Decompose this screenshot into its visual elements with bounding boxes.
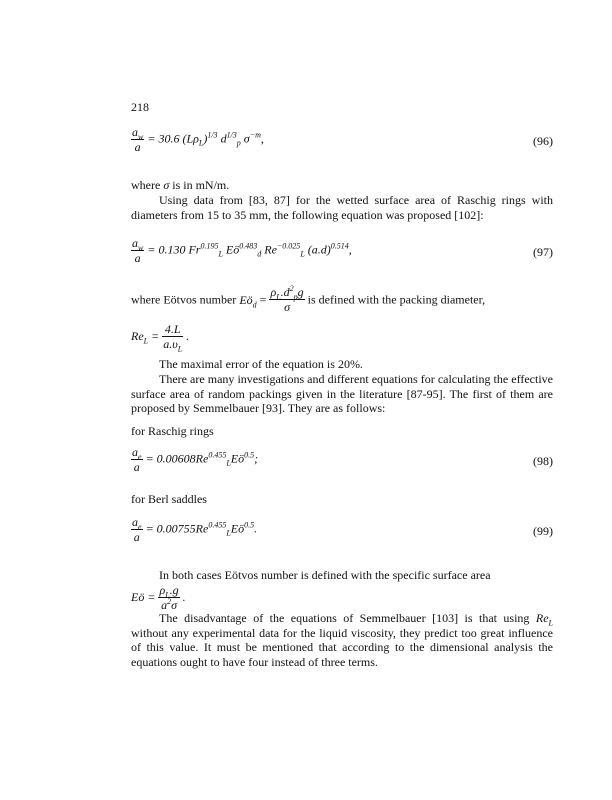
eotvos-definition-line: where Eötvos number $Eö_d$ = $\frac{\rho_L.d^2_pg}{\sigma}$ is defined with the packing diameter, xyxy=(131,284,486,314)
paragraph-investigations: There are many investigations and different equations for calculating the effective surface area of random packings given in the literature [87-95]. The first of them are proposed by Semmelbauer [93]. They are as follows: xyxy=(131,372,553,415)
page-number: 218 xyxy=(131,100,149,114)
equation-98: $\frac{a_e}{a}$ = $0.00608Re^{0.455}_LEö^{0.5}$; xyxy=(132,445,259,474)
reynolds-definition: $Re_L$ = $\frac{4.L}{a.\upsilon_L}$ . xyxy=(131,322,190,354)
equation-97: $\frac{a_w}{a}$ = 0.130 $Fr^{0.195}_L$ $Eö^{0.483}_d$ $Re^{-0.025}_L$ $(a.d)^{0.514}$, xyxy=(132,236,352,265)
equation-96-number: (96) xyxy=(533,134,553,148)
eq98-lhs-fraction: $\frac{a_e}{a}$ xyxy=(132,445,142,474)
label-raschig-rings: for Raschig rings xyxy=(131,424,214,438)
equation-98-number: (98) xyxy=(533,454,553,468)
paragraph-both-cases: In both cases Eötvos number is defined with the specific surface area xyxy=(159,568,491,582)
paragraph-max-error: The maximal error of the equation is 20%. xyxy=(159,357,363,371)
paragraph-wetted-area: Using data from [83, 87] for the wetted surface area of Raschig rings with diameters from 15 to 35 mm, the following equation was proposed [102]: xyxy=(131,193,553,222)
reynolds-fraction: $\frac{4.L}{a.\upsilon_L}$ xyxy=(163,322,183,354)
eotvos-specific-definition: Eö = $\frac{\rho_L.g}{a^2\sigma}$ . xyxy=(131,583,186,612)
paragraph-disadvantage: The disadvantage of the equations of Semmelbauer [103] is that using $Re_L$ without any experimental data for the liquid viscosity, they predict too great influence of this value. It must be mentioned that according to the dimensional analysis the equations ought to have four instead of three terms. xyxy=(131,611,553,669)
where-sigma-line: where σ is in mN/m. xyxy=(131,178,230,192)
equation-99: $\frac{a_e}{a}$ = $0.00755Re^{0.455}_LEö^{0.5}$. xyxy=(132,515,258,544)
eq96-lhs-fraction: $\frac{a_w}{a}$ xyxy=(132,125,144,154)
equation-96: $\frac{a_w}{a}$ = 30.6 $(L\rho_L)^{1/3}$ $d^{1/3}_p$ $\sigma^{-m}$, xyxy=(132,125,264,154)
eo-fraction: $\frac{\rho_L.g}{a^2\sigma}$ xyxy=(159,583,179,612)
equation-99-number: (99) xyxy=(533,524,553,538)
equation-97-number: (97) xyxy=(533,245,553,259)
eq99-lhs-fraction: $\frac{a_e}{a}$ xyxy=(132,515,142,544)
label-berl-saddles: for Berl saddles xyxy=(131,492,207,506)
eotvos-fraction: $\frac{\rho_L.d^2_pg}{\sigma}$ xyxy=(270,284,304,314)
eq97-lhs-fraction: $\frac{a_w}{a}$ xyxy=(132,236,144,265)
